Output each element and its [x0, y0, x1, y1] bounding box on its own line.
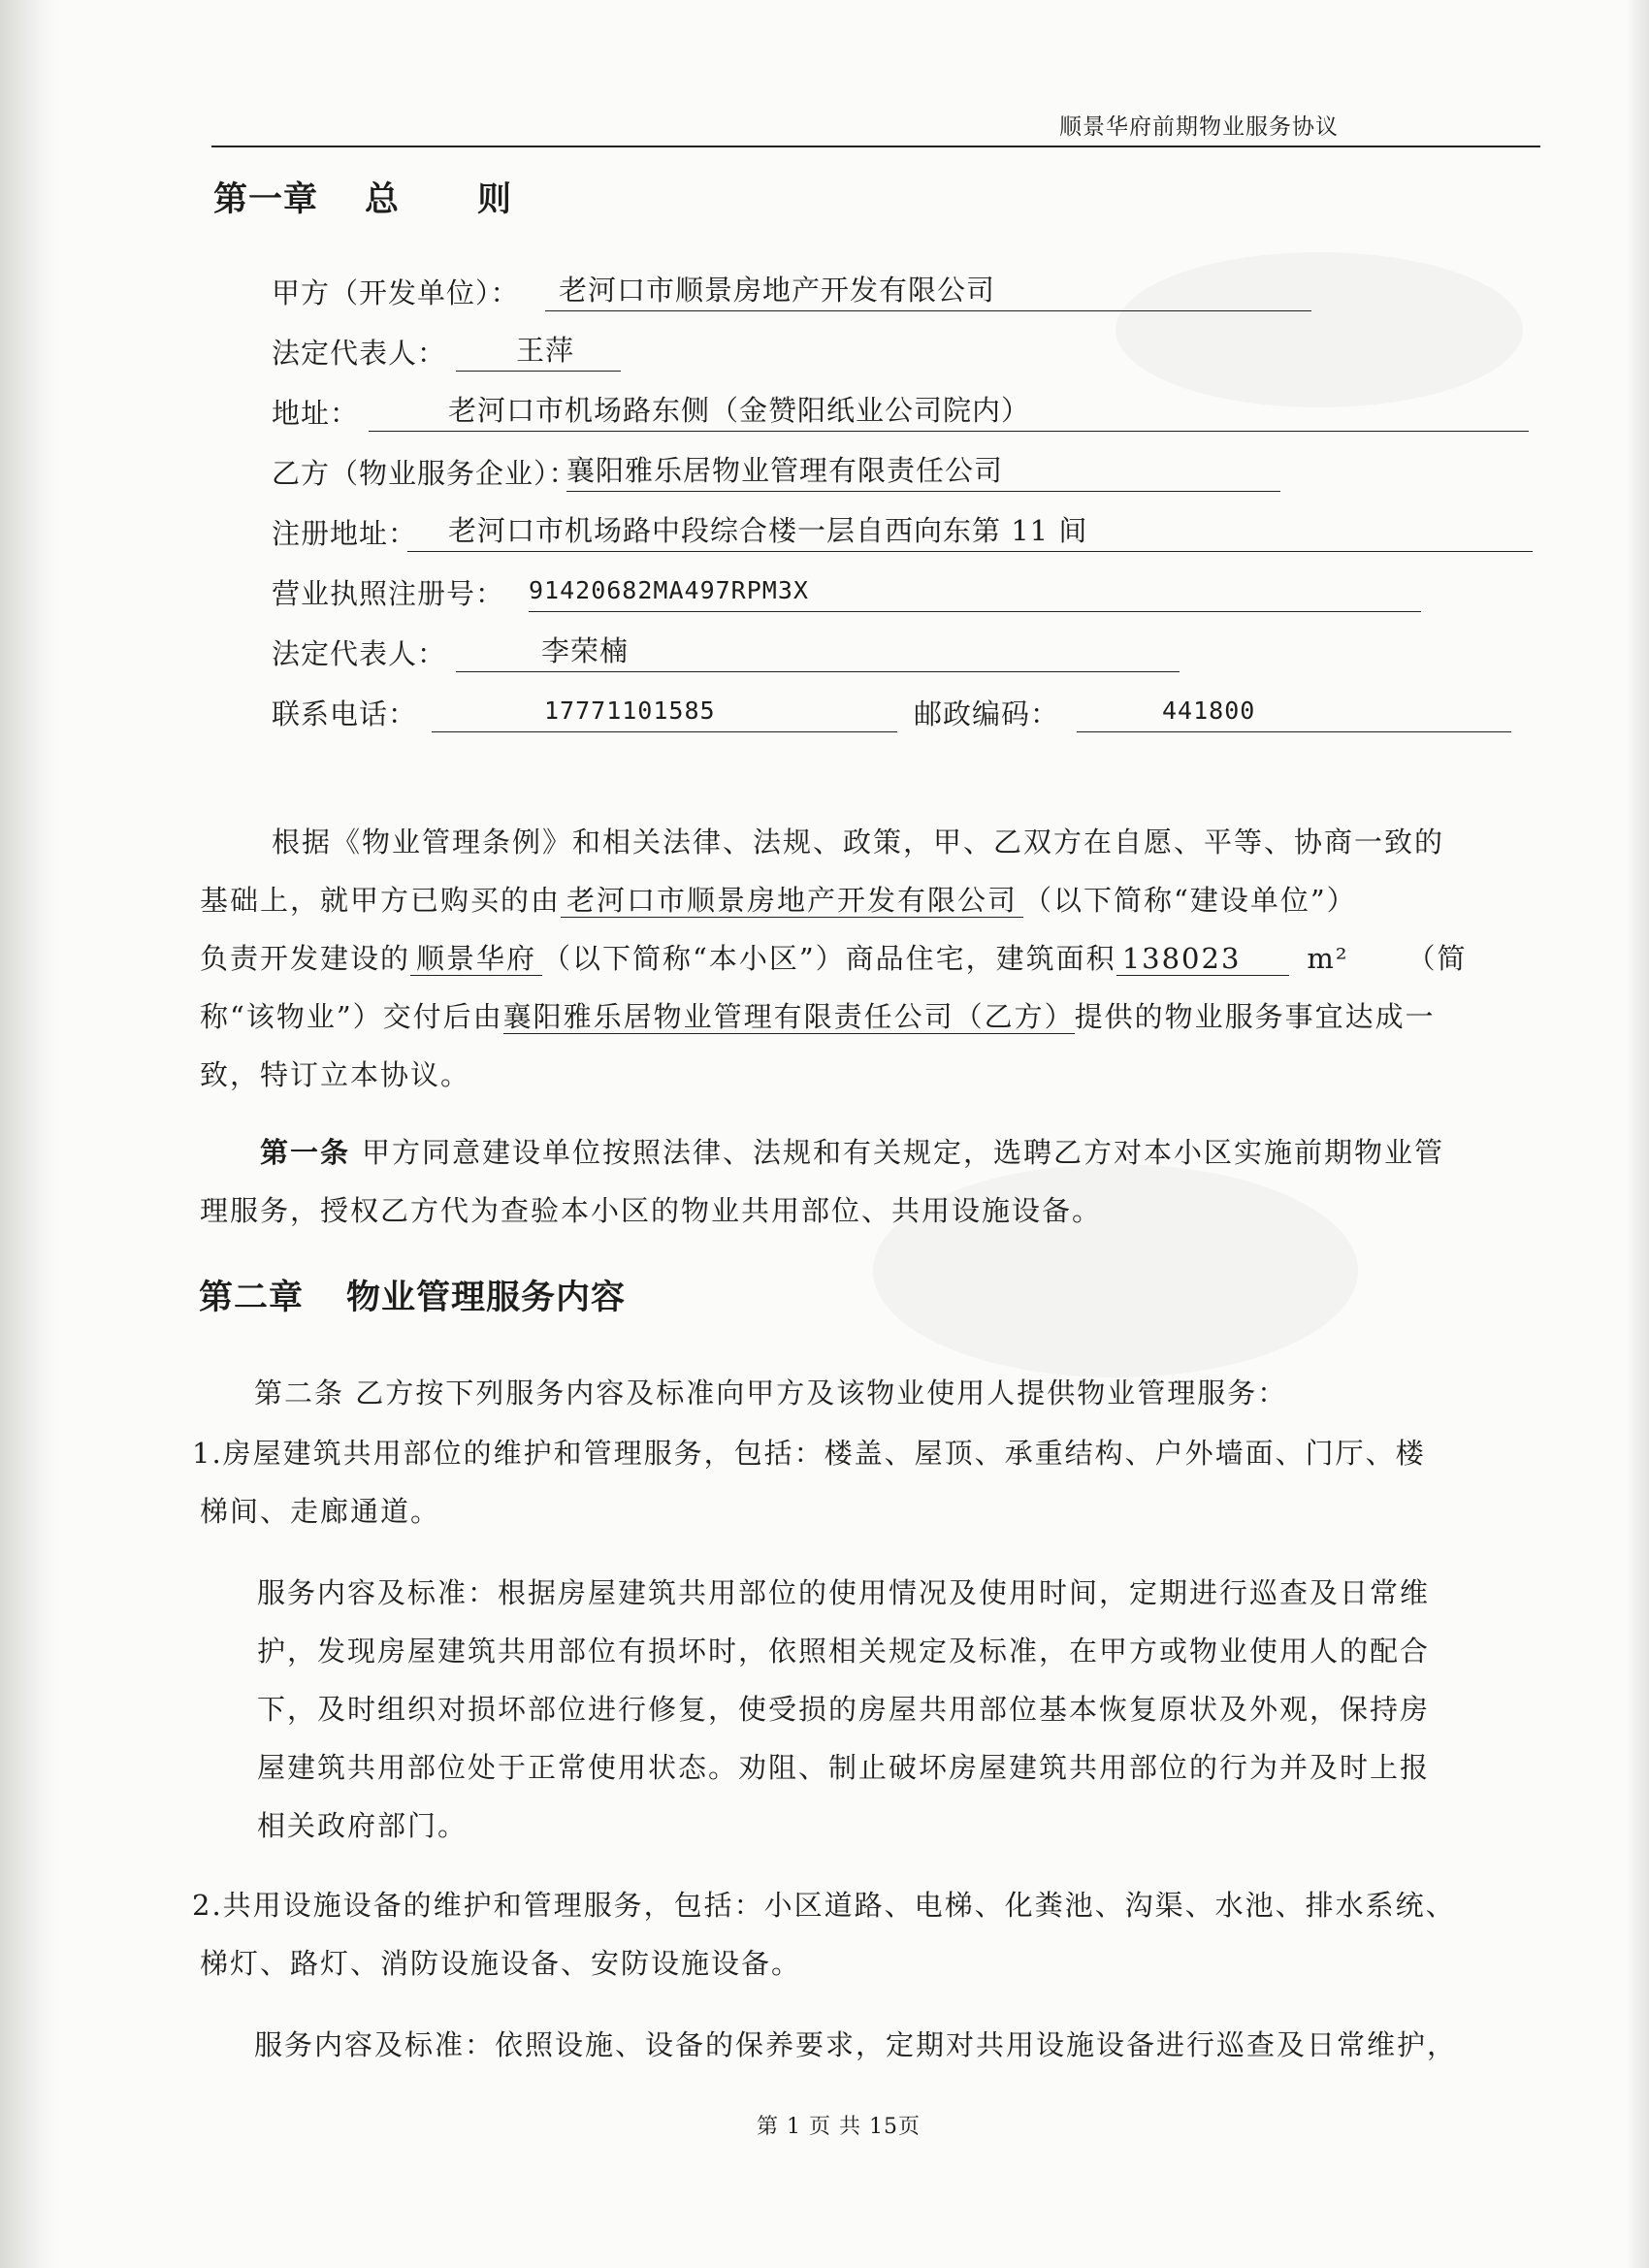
license-value: 91420682MA497RPM3X: [529, 574, 1421, 612]
reg-address-label: 注册地址：: [272, 517, 418, 550]
address-label: 地址：: [272, 397, 360, 430]
item-1-standard-line-5: 相关政府部门。: [257, 1809, 469, 1842]
intro-line-4: 称“该物业”）交付后由襄阳雅乐居物业管理有限责任公司（乙方）提供的物业服务事宜达成一: [200, 1000, 1436, 1033]
item-1-line-2: 梯间、走廊通道。: [200, 1495, 441, 1528]
item-1-standard-line-1: 服务内容及标准：根据房屋建筑共用部位的使用情况及使用时间，定期进行巡查及日常维: [257, 1576, 1431, 1609]
chapter-number: 第一章: [213, 179, 319, 219]
party-a-value: 老河口市顺景房地产开发有限公司: [545, 274, 1311, 311]
postcode-value: 441800: [1077, 695, 1511, 732]
item-1-standard-line-2: 护，发现房屋建筑共用部位有损坏时，依照相关规定及标准，在甲方或物业使用人的配合: [257, 1635, 1431, 1668]
article-1-line-1: 第一条 甲方同意建设单位按照法律、法规和有关规定，选聘乙方对本小区实施前期物业管: [260, 1136, 1445, 1169]
party-b-value: 襄阳雅乐居物业管理有限责任公司: [566, 454, 1280, 492]
item-2-line-2: 梯灯、路灯、消防设施设备、安防设施设备。: [200, 1947, 802, 1980]
area-unit: m²: [1307, 942, 1349, 975]
legal-rep-a-label: 法定代表人：: [272, 337, 447, 370]
chapter-2-heading: [199, 1271, 626, 1319]
item-2-standard-line-1: 服务内容及标准：依照设施、设备的保养要求，定期对共用设施设备进行巡查及日常维护，: [254, 2028, 1458, 2061]
address-value: 老河口市机场路东侧（金赞阳纸业公司院内）: [369, 394, 1529, 432]
postcode-label: 邮政编码：: [914, 697, 1060, 730]
running-header: 顺景华府前期物业服务协议: [1059, 114, 1339, 140]
chapter-title: 物业管理服务内容: [346, 1278, 627, 1317]
party-b-label: 乙方（物业服务企业）：: [272, 457, 578, 490]
header-rule: [211, 146, 1540, 147]
license-label: 营业执照注册号：: [272, 577, 505, 610]
article-2-intro: 第二条 乙方按下列服务内容及标准向甲方及该物业使用人提供物业管理服务：: [254, 1377, 1288, 1409]
chapter-title-char: 则: [477, 179, 513, 219]
legal-rep-a-value: 王萍: [456, 334, 621, 372]
project-name: 顺景华府: [410, 942, 542, 976]
intro-line-5: 致，特订立本协议。: [200, 1058, 471, 1091]
legal-rep-b-value: 李荣楠: [456, 634, 1180, 672]
building-area: 138023: [1116, 942, 1290, 976]
chapter-number: 第二章: [199, 1278, 305, 1317]
intro-line-1: 根据《物业管理条例》和相关法律、法规、政策，甲、乙双方在自愿、平等、协商一致的: [272, 826, 1445, 859]
phone-label: 联系电话：: [272, 697, 418, 730]
service-company: 襄阳雅乐居物业管理有限责任公司（乙方）: [502, 1000, 1075, 1033]
article-1-label: 第一条: [260, 1136, 351, 1169]
scan-right-edge: [1626, 0, 1649, 2268]
chapter-1-heading: [213, 173, 512, 221]
article-1-line-2: 理服务，授权乙方代为查验本小区的物业共用部位、共用设施设备。: [200, 1194, 1103, 1227]
intro-line-2: 基础上，就甲方已购买的由 老河口市顺景房地产开发有限公司 （以下简称“建设单位”）: [200, 884, 1357, 917]
item-1-standard-line-4: 屋建筑共用部位处于正常使用状态。劝阻、制止破坏房屋建筑共用部位的行为并及时上报: [257, 1751, 1431, 1784]
reg-address-value: 老河口市机场路中段综合楼一层自西向东第 11 间: [407, 514, 1533, 552]
item-2-line-1: 2.共用设施设备的维护和管理服务，包括：小区道路、电梯、化粪池、沟渠、水池、排水系统、: [192, 1889, 1456, 1922]
party-a-label: 甲方（开发单位）：: [272, 276, 520, 309]
chapter-title-char: 总: [365, 179, 401, 219]
item-1-standard-line-3: 下，及时组织对损坏部位进行修复，使受损的房屋共用部位基本恢复原状及外观，保持房: [257, 1693, 1431, 1726]
builder-name: 老河口市顺景房地产开发有限公司: [561, 884, 1023, 918]
legal-rep-b-label: 法定代表人：: [272, 637, 447, 670]
phone-value: 17771101585: [432, 695, 897, 732]
intro-line-3: 负责开发建设的 顺景华府 （以下简称“本小区”）商品住宅，建筑面积 138023 m² （简: [200, 942, 1468, 975]
scan-left-edge: [0, 0, 58, 2268]
page-number: 第 1 页 共 15页: [757, 2115, 921, 2139]
item-1-line-1: 1.房屋建筑共用部位的维护和管理服务，包括：楼盖、屋顶、承重结构、户外墙面、门厅、楼: [192, 1437, 1426, 1470]
